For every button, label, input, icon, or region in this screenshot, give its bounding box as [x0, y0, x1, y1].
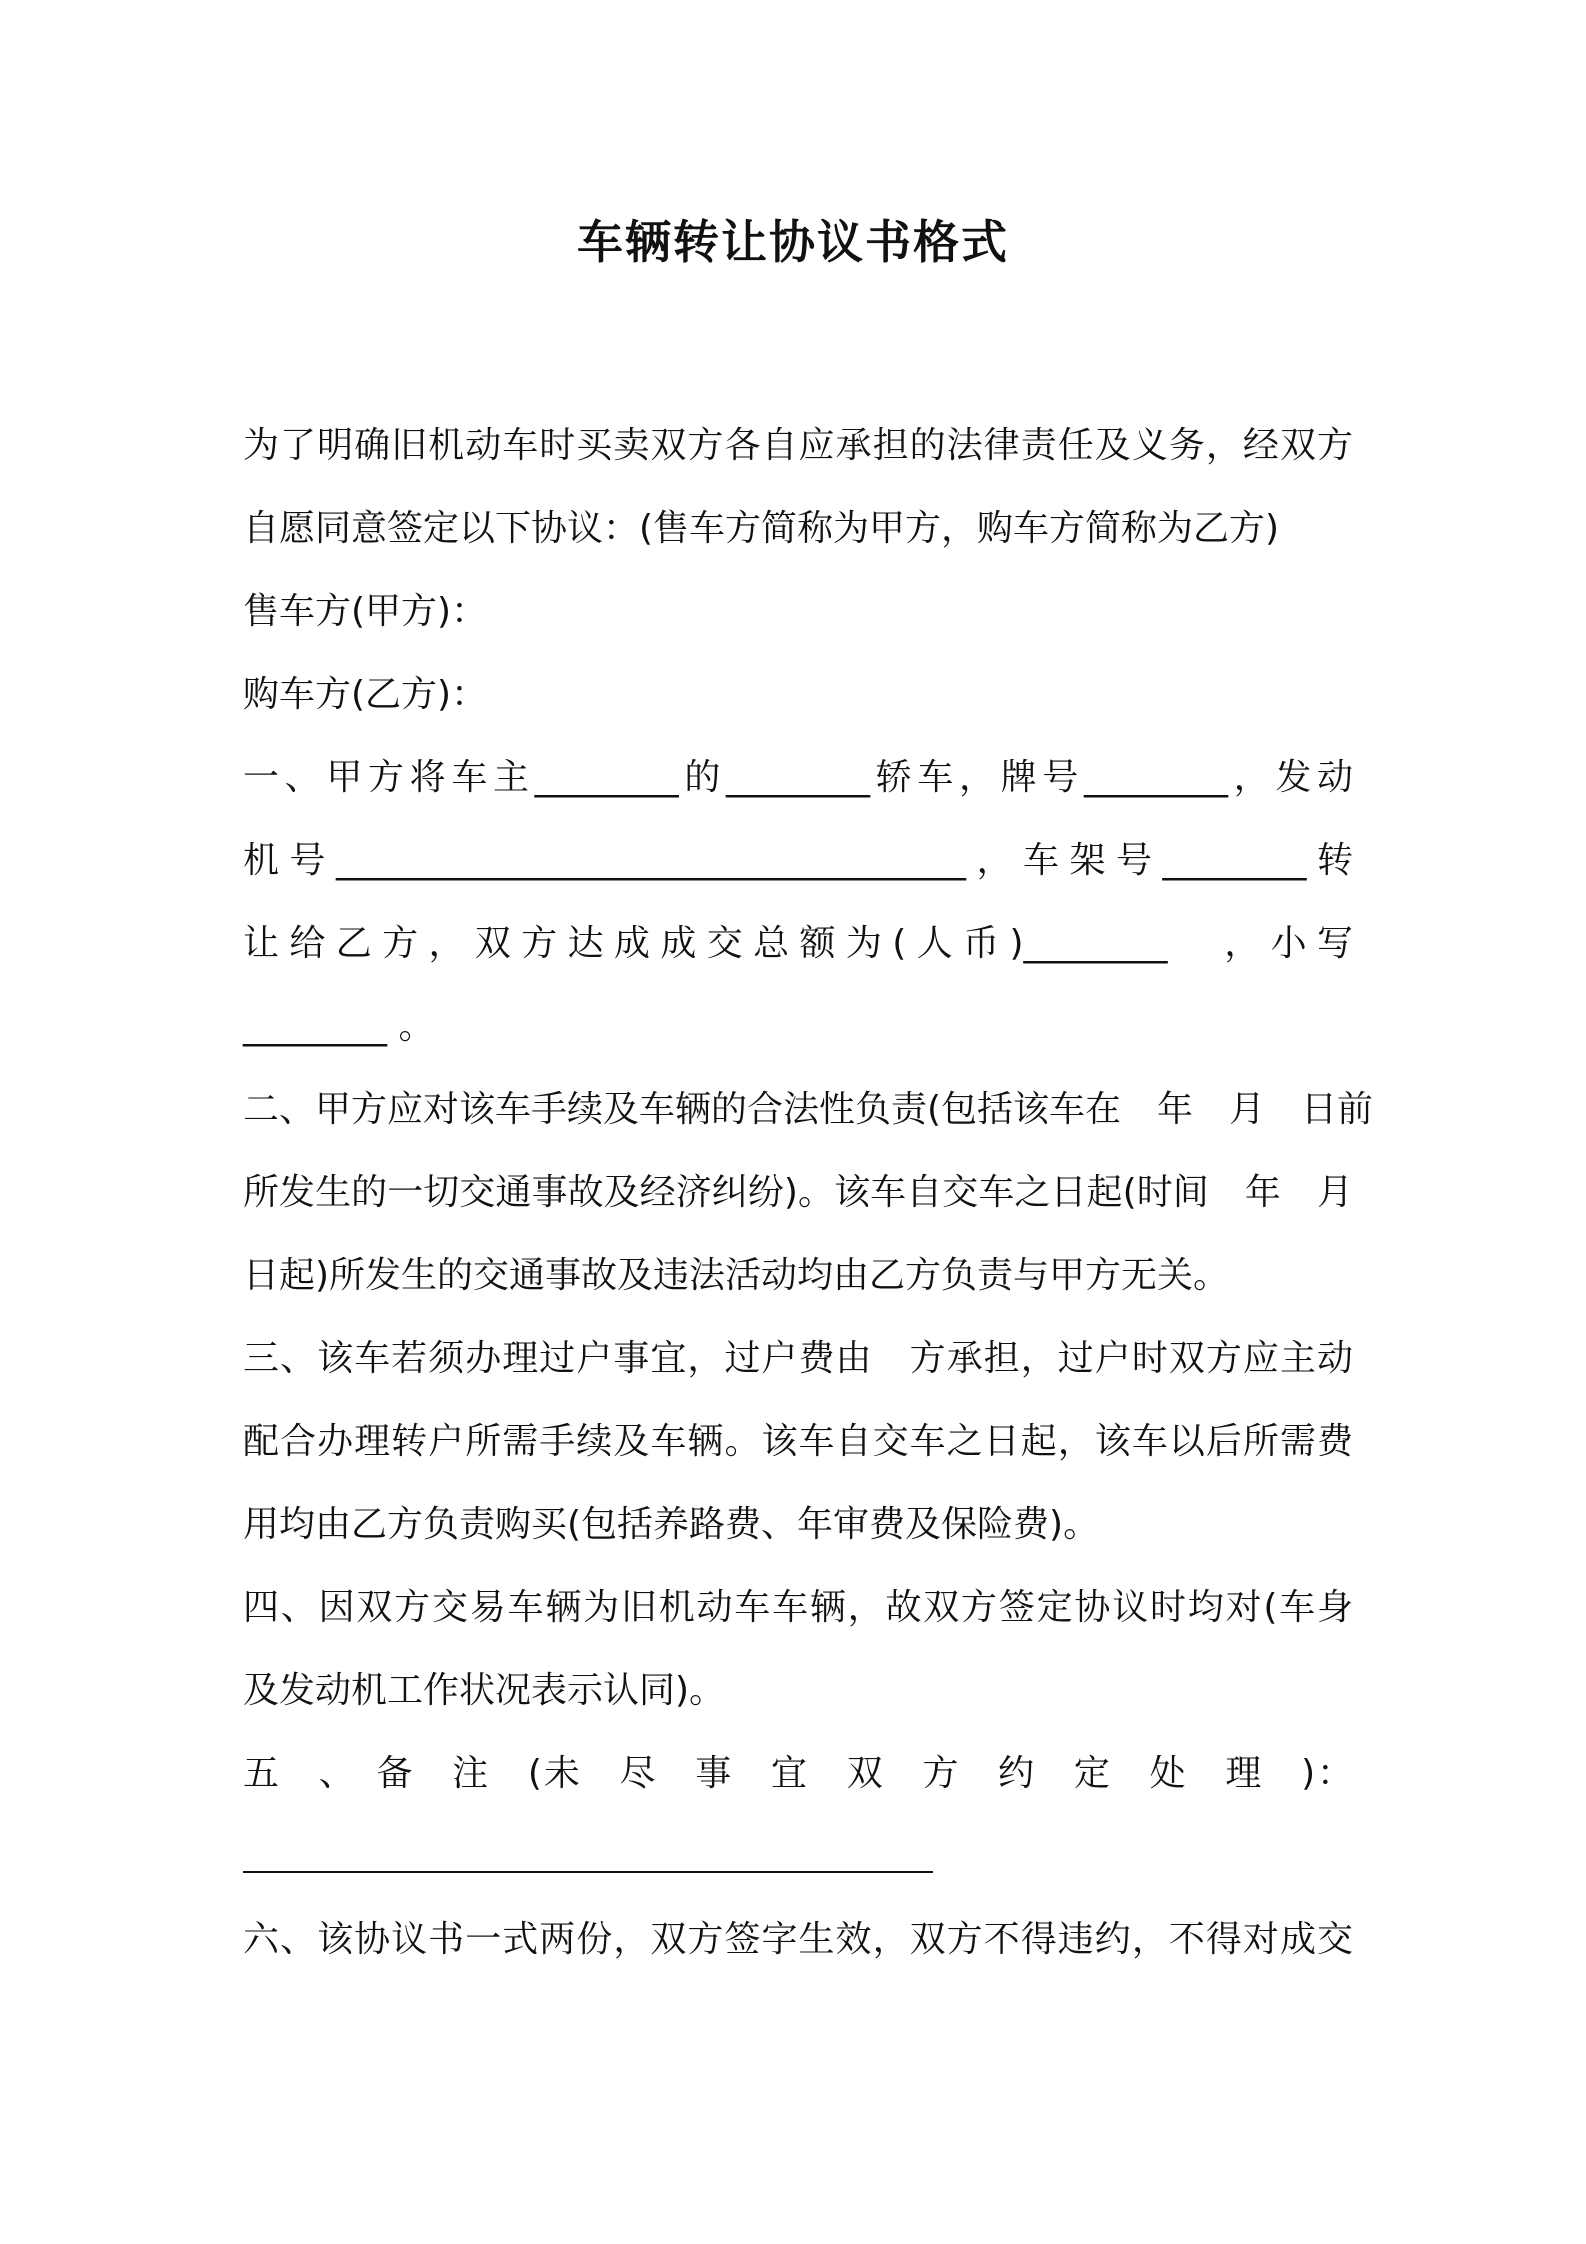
- clause-3-line-1: 三、该车若须办理过户事宜，过户费由 方承担，过户时双方应主动: [243, 1338, 1353, 1379]
- agreement-body: [243, 404, 1374, 1981]
- clause-2-line-1: 二、甲方应对该车手续及车辆的合法性负责(包括该车在 年 月 日前: [243, 1089, 1374, 1130]
- clause-1-line-4: ________ 。: [243, 1006, 435, 1047]
- buyer-field: 购车方(乙方)：: [243, 674, 488, 715]
- clause-2-line-2: 所发生的一切交通事故及经济纠纷)。该车自交车之日起(时间 年 月: [243, 1172, 1353, 1213]
- intro-line-1: 为了明确旧机动车时买卖双方各自应承担的法律责任及义务，经双方: [243, 425, 1353, 466]
- clause-4-line-2: 及发动机工作状况表示认同)。: [243, 1670, 726, 1711]
- clause-1-line-1: 一、甲方将车主________的________轿车，牌号________，发动: [243, 757, 1353, 798]
- clause-3-line-2: 配合办理转户所需手续及车辆。该车自交车之日起，该车以后所需费: [243, 1421, 1353, 1462]
- clause-1-line-3: 让给乙方，双方达成成交总额为(人币)________ ，小写: [243, 923, 1353, 964]
- remarks-underline: [243, 1871, 933, 1873]
- clause-4-line-1: 四、因双方交易车辆为旧机动车车辆，故双方签定协议时均对(车身: [243, 1587, 1353, 1628]
- intro-line-2: 自愿同意签定以下协议：(售车方简称为甲方，购车方简称为乙方): [243, 508, 1280, 549]
- clause-5-line-1: 五 、 备 注 (未 尽 事 宜 双 方 约 定 处 理 )：: [243, 1753, 1353, 1794]
- clause-1-line-2: 机号___________________________________，车架号________转: [243, 840, 1353, 881]
- document-title: 车辆转让协议书格式: [577, 215, 1009, 269]
- clause-6-line-1: 六、该协议书一式两份，双方签字生效，双方不得违约，不得对成交: [243, 1919, 1353, 1960]
- remarks-blank: [243, 1815, 1353, 1898]
- seller-field: 售车方(甲方)：: [243, 591, 488, 632]
- clause-3-line-3: 用均由乙方负责购买(包括养路费、年审费及保险费)。: [243, 1504, 1100, 1545]
- clause-2-line-3: 日起)所发生的交通事故及违法活动均由乙方负责与甲方无关。: [243, 1255, 1230, 1296]
